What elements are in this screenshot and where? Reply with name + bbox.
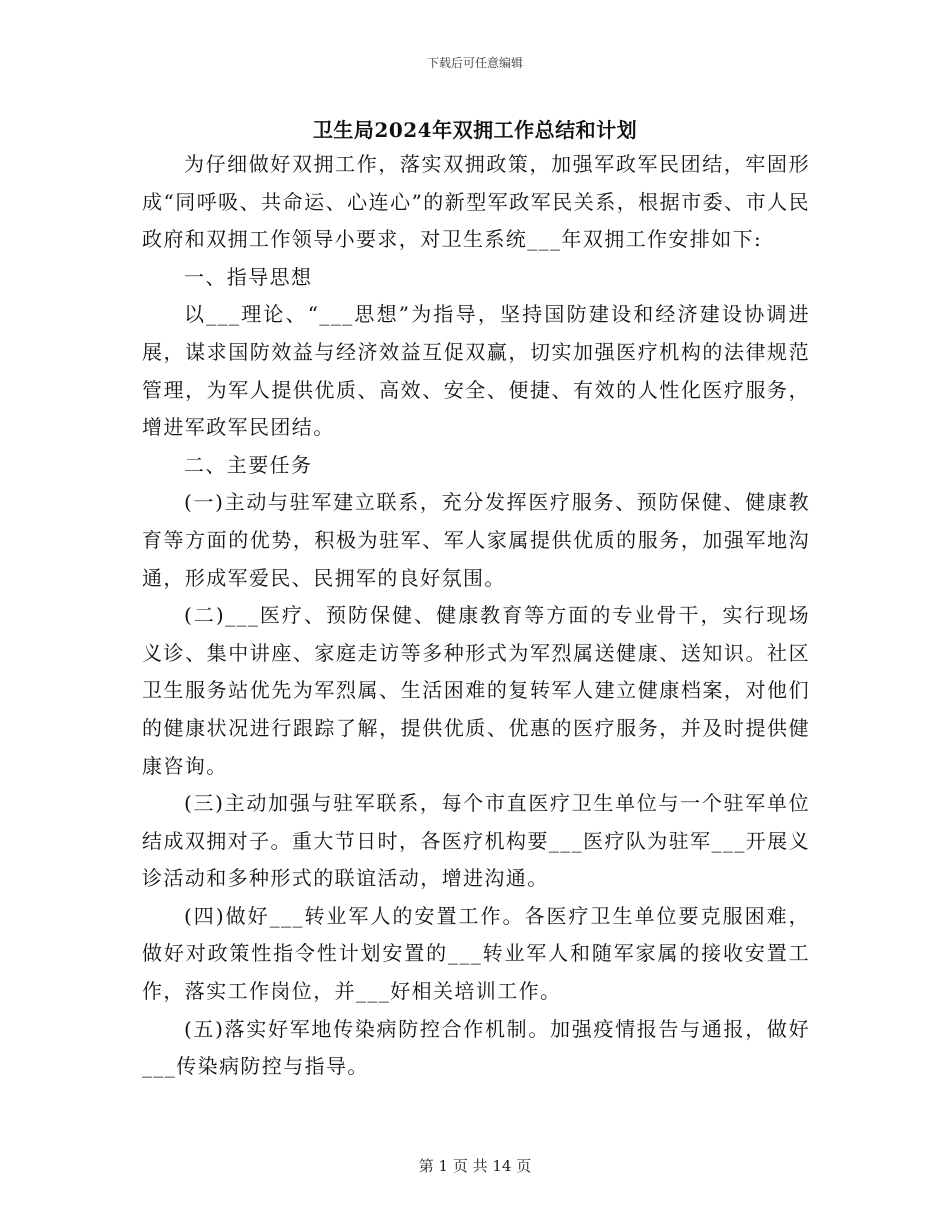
section-heading-guiding-thought: 一、指导思想 xyxy=(184,264,313,289)
paragraph-task-1: (一)主动与驻军建立联系，充分发挥医疗服务、预防保健、健康教育等方面的优势，积极为驻军、军人家属提供优质的服务，加强军地沟通，形成军爱民、民拥军的良好氛围。 xyxy=(142,490,810,590)
page-number-footer: 第 1 页 共 14 页 xyxy=(418,1157,532,1175)
paragraph-task-4: (四)做好___转业军人的安置工作。各医疗卫生单位要克服困难，做好对政策性指令性计划安置的___转业军人和随军家属的接收安置工作，落实工作岗位，并___好相关培训工作。 xyxy=(142,903,810,1004)
document-title: 卫生局2024年双拥工作总结和计划 xyxy=(312,118,638,142)
paragraph-task-3: (三)主动加强与驻军联系，每个市直医疗卫生单位与一个驻军单位结成双拥对子。重大节日时，各医疗机构要___医疗队为驻军___开展义诊活动和多种形式的联谊活动，增进沟通。 xyxy=(142,791,810,891)
header-note: 下载后可任意编辑 xyxy=(426,56,523,70)
paragraph-task-2: (二)___医疗、预防保健、健康教育等方面的专业骨干，实行现场义诊、集中讲座、家庭走访等多种形式为军烈属送健康、送知识。社区卫生服务站优先为军烈属、生活困难的复转军人建立健康档案，对他们的健康状况进行跟踪了解，提供优质、优惠的医疗服务，并及时提供健康咨询。 xyxy=(142,603,810,778)
paragraph-task-5: (五)落实好军地传染病防控合作机制。加强疫情报告与通报，做好___传染病防控与指导。 xyxy=(142,1016,810,1079)
paragraph-guiding-thought: 以___理论、“___思想”为指导，坚持国防建设和经济建设协调进展，谋求国防效益与经济效益互促双赢，切实加强医疗机构的法律规范管理，为军人提供优质、高效、安全、便捷、有效的人性化医疗服务，增进军政军民团结。 xyxy=(142,302,810,440)
document-body xyxy=(142,146,810,1086)
section-heading-main-tasks: 二、主要任务 xyxy=(184,452,313,477)
paragraph-intro: 为仔细做好双拥工作，落实双拥政策，加强军政军民团结，牢固形成“同呼吸、共命运、心连心”的新型军政军民关系，根据市委、市人民政府和双拥工作领导小要求，对卫生系统___年双拥工作安排如下: xyxy=(142,152,810,252)
